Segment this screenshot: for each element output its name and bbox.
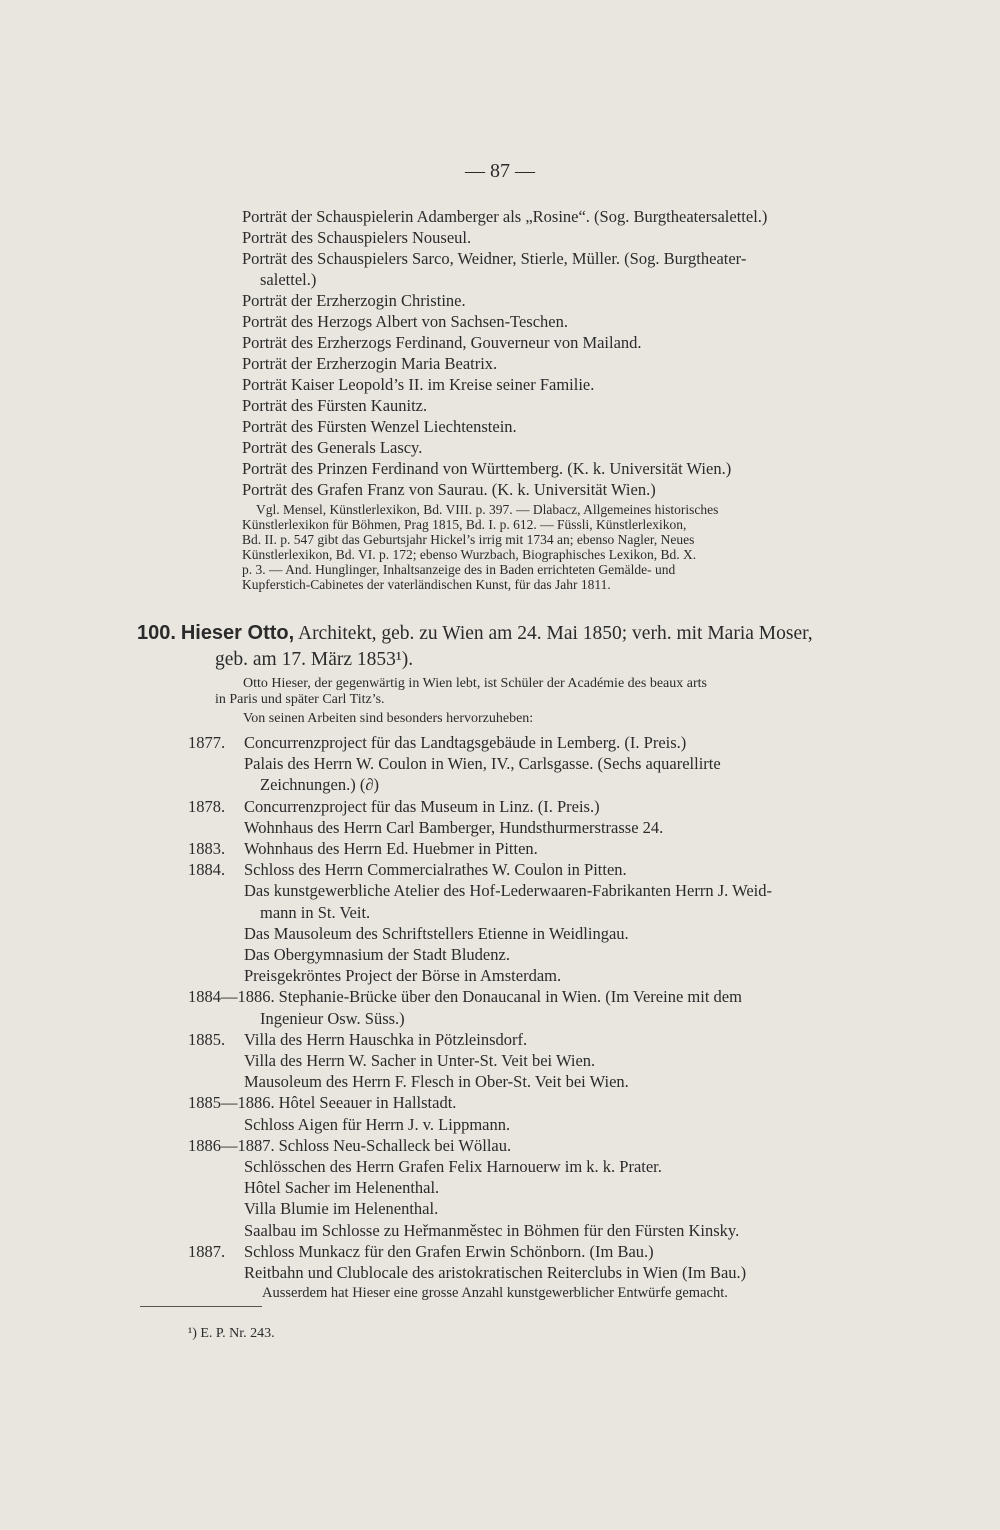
work-year: 1878. — [188, 796, 226, 816]
work-row — [188, 1135, 888, 1156]
work-row — [188, 902, 888, 923]
work-row — [188, 859, 888, 880]
work-row — [188, 1114, 888, 1135]
portrait-list — [242, 206, 872, 500]
work-row — [188, 817, 888, 838]
list-item: Porträt Kaiser Leopold’s II. im Kreise seiner Familie. — [242, 375, 595, 394]
work-row — [188, 1220, 888, 1241]
work-text: Mausoleum des Herrn F. Flesch in Ober-St. Veit bei Wien. — [244, 1072, 629, 1092]
references — [242, 502, 872, 592]
entry-intro — [215, 676, 875, 727]
work-row — [188, 1050, 888, 1071]
work-text: Schloss Aigen für Herrn J. v. Lippmann. — [244, 1114, 511, 1134]
work-row — [188, 1029, 888, 1050]
list-item: Porträt des Prinzen Ferdinand von Württemberg. (K. k. Universität Wien.) — [242, 459, 732, 478]
work-text: Das Obergymnasium der Stadt Bludenz. — [244, 945, 510, 965]
work-row — [188, 944, 888, 965]
work-row — [188, 1008, 888, 1029]
work-text: Villa des Herrn Hauschka in Pötzleinsdorf. — [244, 1029, 528, 1049]
reference-line: Künstlerlexikon, Bd. VI. p. 172; ebenso Wurzbach, Biographisches Lexikon, Bd. X. — [242, 547, 697, 562]
work-text: Villa Blumie im Helenenthal. — [244, 1199, 439, 1219]
work-row — [188, 796, 888, 817]
work-year: 1883. — [188, 839, 226, 859]
work-text: Palais des Herrn W. Coulon in Wien, IV., Carlsgasse. (Sechs aquarellirte — [244, 754, 721, 774]
work-row — [188, 1071, 888, 1092]
work-year: 1887. — [188, 1241, 226, 1261]
work-row — [188, 732, 888, 753]
list-item: Porträt des Generals Lascy. — [242, 438, 423, 457]
work-row — [188, 1262, 888, 1283]
work-row — [188, 923, 888, 944]
work-text: Schloss Neu-Schalleck bei Wöllau. — [278, 1135, 512, 1155]
work-text: Concurrenzproject für das Landtagsgebäude in Lemberg. (I. Preis.) — [244, 733, 687, 752]
intro-line: in Paris und später Carl Titz’s. — [215, 692, 385, 707]
work-text: Villa des Herrn W. Sacher in Unter-St. Veit bei Wien. — [244, 1051, 596, 1071]
work-text: Concurrenzproject für das Museum in Linz. (I. Preis.) — [244, 796, 600, 816]
entry-number: 100. — [137, 622, 176, 644]
work-text: Das Mausoleum des Schriftstellers Etienne in Weidlingau. — [244, 923, 629, 943]
work-text: Stephanie-Brücke über den Donaucanal in Wien. (Im Vereine mit dem — [278, 987, 742, 1007]
work-row — [188, 986, 888, 1007]
list-item: Porträt der Erzherzogin Christine. — [242, 291, 466, 310]
list-item: Porträt des Fürsten Kaunitz. — [242, 396, 428, 415]
intro-line: Von seinen Arbeiten sind besonders hervorzuheben: — [243, 711, 534, 726]
work-year: 1886—1887. — [188, 1135, 275, 1155]
work-year: 1884—1886. — [188, 987, 275, 1007]
work-text: Zeichnungen.) (∂) — [260, 775, 380, 795]
entry-heading — [137, 620, 877, 673]
footnote: ¹) E. P. Nr. 243. — [188, 1326, 275, 1341]
work-text: Ingenieur Osw. Süss.) — [260, 1008, 405, 1028]
work-year: 1877. — [188, 733, 226, 752]
entry-name: Hieser Otto, — [180, 622, 295, 644]
work-row — [188, 1156, 888, 1177]
entry-heading-line2: geb. am 17. März 1853¹). — [215, 649, 414, 670]
work-text: Schlösschen des Herrn Grafen Felix Harnouerw im k. k. Prater. — [244, 1157, 662, 1177]
list-item: Porträt der Erzherzogin Maria Beatrix. — [242, 354, 498, 373]
work-row — [188, 774, 888, 795]
work-row — [188, 1177, 888, 1198]
work-text: Wohnhaus des Herrn Ed. Huebmer in Pitten. — [244, 839, 538, 859]
work-row — [188, 1241, 888, 1262]
list-item: Porträt des Erzherzogs Ferdinand, Gouverneur von Mailand. — [242, 333, 642, 352]
work-text: mann in St. Veit. — [260, 902, 371, 922]
work-text: Wohnhaus des Herrn Carl Bamberger, Hundsthurmerstrasse 24. — [244, 817, 664, 837]
list-item: Porträt des Schauspielers Sarco, Weidner, Stierle, Müller. (Sog. Burgtheater- — [242, 249, 747, 268]
list-item: Porträt des Herzogs Albert von Sachsen-Teschen. — [242, 312, 569, 331]
page-number: — 87 — — [465, 160, 535, 182]
work-text: Reitbahn und Clublocale des aristokratischen Reiterclubs in Wien (Im Bau.) — [244, 1263, 747, 1283]
work-year: 1885. — [188, 1029, 226, 1049]
reference-line: Künstlerlexikon für Böhmen, Prag 1815, Bd. I. p. 612. — Füssli, Künstlerlexikon, — [242, 517, 687, 532]
reference-line: Vgl. Mensel, Künstlerlexikon, Bd. VIII. p. 397. — Dlabacz, Allgemeines historisches — [256, 502, 719, 517]
work-text: Hôtel Sacher im Helenenthal. — [244, 1178, 440, 1198]
work-text: Schloss Munkacz für den Grafen Erwin Schönborn. (Im Bau.) — [244, 1241, 654, 1261]
work-row — [188, 1092, 888, 1113]
entry-heading-text: Architekt, geb. zu Wien am 24. Mai 1850; verh. mit Maria Moser, — [297, 623, 813, 644]
work-text: Das kunstgewerbliche Atelier des Hof-Lederwaaren-Fabrikanten Herrn J. Weid- — [244, 881, 772, 901]
work-row — [188, 880, 888, 901]
work-text: Saalbau im Schlosse zu Heřmanměstec in Böhmen für den Fürsten Kinsky. — [244, 1220, 740, 1240]
work-year: 1884. — [188, 860, 226, 880]
reference-line: p. 3. — And. Hunglinger, Inhaltsanzeige des in Baden errichteten Gemälde- und — [242, 562, 676, 577]
footnote-rule — [140, 1306, 262, 1307]
work-year: 1885—1886. — [188, 1093, 275, 1113]
intro-line: Otto Hieser, der gegenwärtig in Wien lebt, ist Schüler der Académie des beaux arts — [243, 676, 707, 691]
closing-note: Ausserdem hat Hieser eine grosse Anzahl kunstgewerblicher Entwürfe gemacht. — [262, 1285, 728, 1302]
list-item: Porträt des Grafen Franz von Saurau. (K. k. Universität Wien.) — [242, 480, 656, 499]
reference-line: Bd. II. p. 547 gibt das Geburtsjahr Hickel’s irrig mit 1734 an; ebenso Nagler, Neues — [242, 532, 695, 547]
work-text: Schloss des Herrn Commercialrathes W. Coulon in Pitten. — [244, 860, 627, 880]
work-row — [188, 753, 888, 774]
work-row — [188, 965, 888, 986]
list-item: salettel.) — [260, 270, 317, 289]
work-text: Preisgekröntes Project der Börse in Amsterdam. — [244, 966, 562, 986]
list-item: Porträt des Schauspielers Nouseul. — [242, 228, 472, 247]
list-item: Porträt des Fürsten Wenzel Liechtenstein. — [242, 417, 517, 436]
work-text: Hôtel Seeauer in Hallstadt. — [278, 1093, 457, 1113]
list-item: Porträt der Schauspielerin Adamberger als „Rosine“. (Sog. Burgtheatersalettel.) — [242, 207, 768, 226]
works-list — [188, 732, 888, 1303]
work-row — [188, 1198, 888, 1219]
work-row — [188, 838, 888, 859]
reference-line: Kupferstich-Cabinetes der vaterländischen Kunst, für das Jahr 1811. — [242, 577, 611, 592]
